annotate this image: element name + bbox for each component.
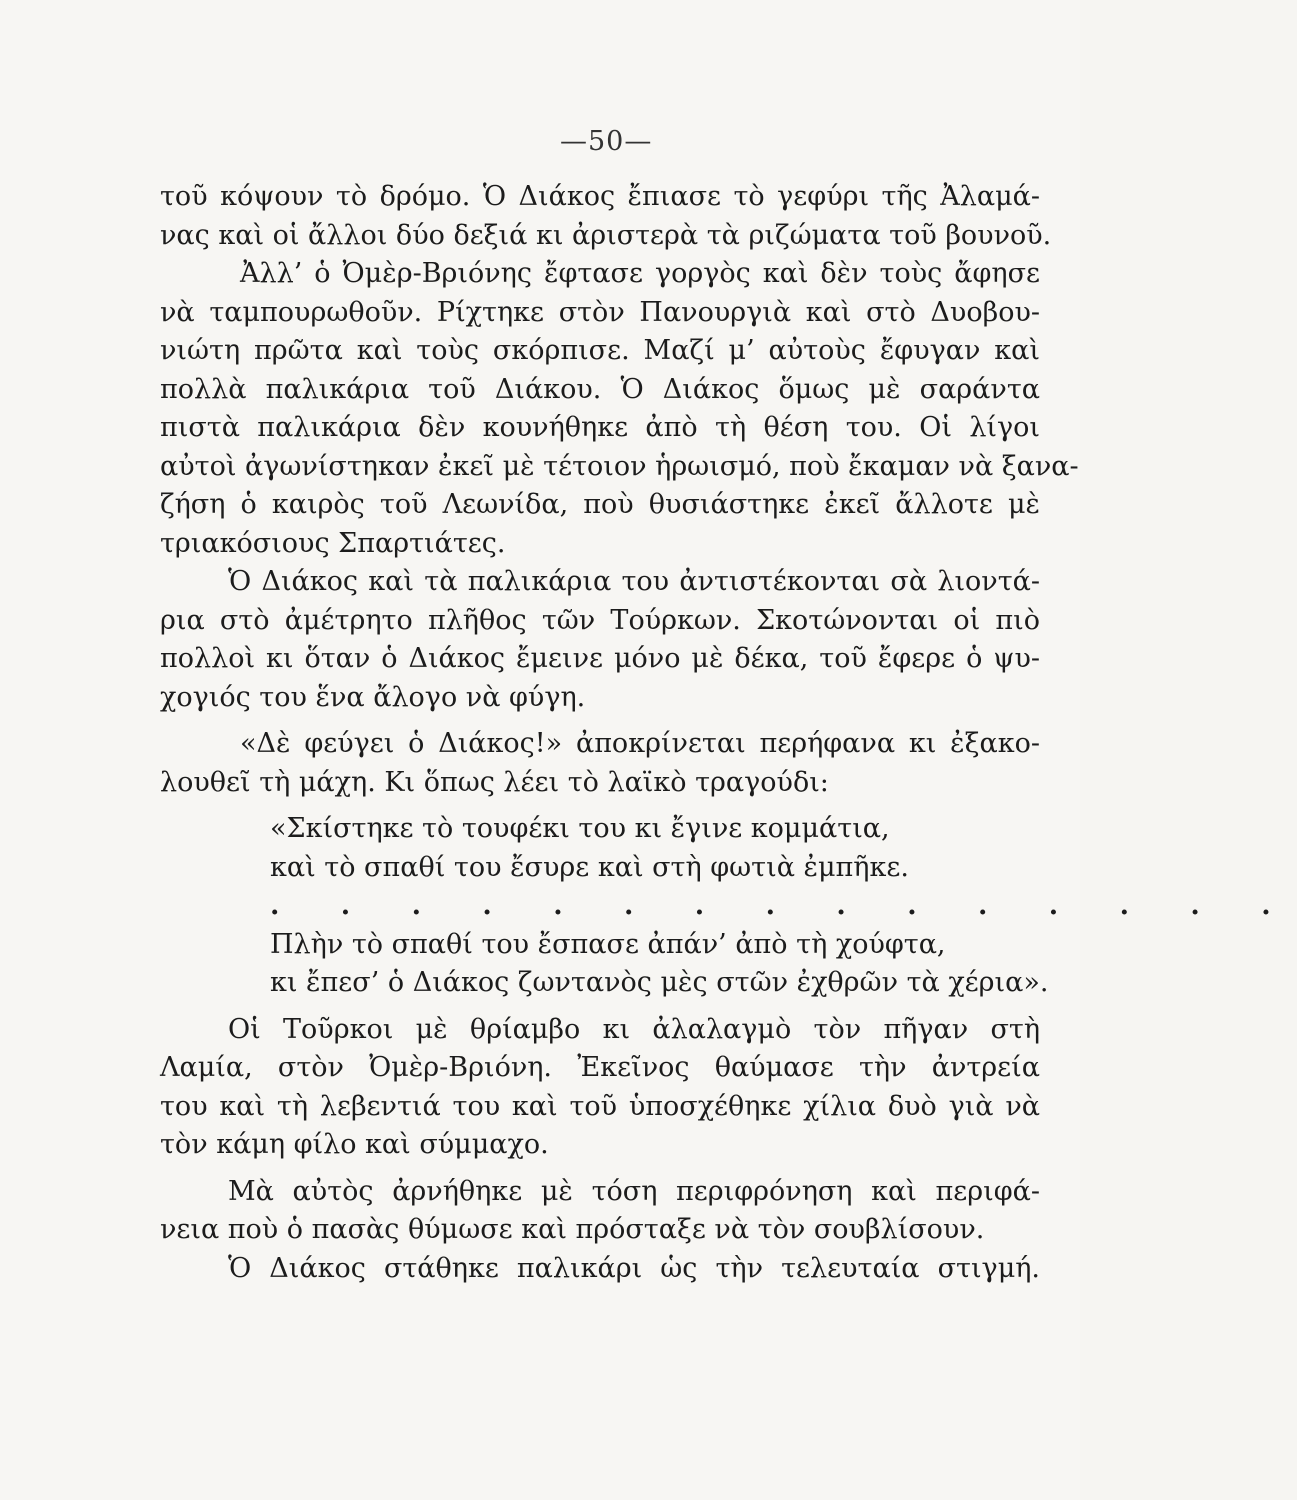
body-text <box>160 178 1297 1288</box>
text-line: Λαμία, στὸν Ὀμὲρ-Βριόνη. Ἐκεῖνος θαύμασε τὴν ἀντρεία <box>160 1052 1040 1083</box>
text-line: Μὰ αὐτὸς ἀρνήθηκε μὲ τόση περιφρόνηση καὶ περιφά- <box>228 1175 1040 1207</box>
paragraph-3 <box>160 563 1040 717</box>
verse-line: Πλὴν τὸ σπαθί του ἔσπασε ἀπάν’ ἀπὸ τὴ χούφτα, <box>270 928 946 960</box>
text-line: λουθεῖ τὴ μάχη. Κι ὅπως λέει τὸ λαϊκὸ τραγούδι: <box>160 766 829 798</box>
text-line: αὐτοὶ ἀγωνίστηκαν ἐκεῖ μὲ τέτοιον ἡρωισμό, ποὺ ἔκαμαν νὰ ξανα- <box>160 450 1079 482</box>
spacer <box>160 1165 1040 1173</box>
text-line: Ὁ Διάκος καὶ τὰ παλικάρια του ἀντιστέκονται σὰ λιοντά- <box>228 566 1040 597</box>
text-line: Ἀλλ’ ὁ Ὀμὲρ-Βριόνης ἔφτασε γοργὸς καὶ δὲν τοὺς ἄφησε <box>240 258 1040 289</box>
spacer <box>160 1003 1040 1011</box>
paragraph-5 <box>160 1011 1040 1165</box>
paragraph-4 <box>160 725 1040 802</box>
text-line: «Δὲ φεύγει ὁ Διάκος!» ἀποκρίνεται περήφανα κι ἐξακο- <box>240 728 1040 759</box>
text-line: Οἱ Τοῦρκοι μὲ θρίαμβο κι ἀλαλαγμὸ τὸν πῆγαν στὴ <box>228 1013 1040 1045</box>
text-line: τοῦ κόψουν τὸ δρόμο. Ὁ Διάκος ἔπιασε τὸ γεφύρι τῆς Ἀλαμά- <box>160 181 1040 212</box>
text-line: τὸν κάμη φίλο καὶ σύμμαχο. <box>160 1129 549 1160</box>
folk-song-verse <box>160 810 1297 1003</box>
verse-line: καὶ τὸ σπαθί του ἔσυρε καὶ στὴ φωτιὰ ἐμπῆκε. <box>270 851 909 883</box>
verse-line: «Σκίστηκε τὸ τουφέκι του κι ἔγινε κομμάτια, <box>270 813 890 844</box>
page-number: —50— <box>560 126 653 157</box>
paragraph-2 <box>160 255 1079 563</box>
text-line: χογιός του ἕνα ἄλογο νὰ φύγη. <box>160 681 586 713</box>
spacer <box>160 717 1040 725</box>
paragraph-6 <box>160 1173 1040 1250</box>
paragraph-1 <box>160 178 1052 255</box>
text-line: νὰ ταμπουρωθοῦν. Ρίχτηκε στὸν Πανουργιὰ καὶ στὸ Δυοβου- <box>160 296 1040 328</box>
text-line: Ὁ Διάκος στάθηκε παλικάρι ὡς τὴν τελευταία στιγμή. <box>228 1252 1040 1284</box>
text-line: νας καὶ οἱ ἄλλοι δύο δεξιά κι ἀριστερὰ τὰ ριζώματα τοῦ βουνοῦ. <box>160 219 1052 251</box>
paragraph-7 <box>160 1250 1040 1289</box>
text-line: του καὶ τὴ λεβεντιά του καὶ τοῦ ὑποσχέθηκε χίλια δυὸ γιὰ νὰ <box>160 1090 1040 1122</box>
text-line: τριακόσιους Σπαρτιάτες. <box>160 527 506 559</box>
verse-line: κι ἔπεσ’ ὁ Διάκος ζωντανὸς μὲς στῶν ἐχθρῶν τὰ χέρια». <box>270 967 1049 998</box>
text-line: νεια ποὺ ὁ πασὰς θύμωσε καὶ πρόσταξε νὰ τὸν σουβλίσουν. <box>160 1214 985 1245</box>
text-line: ρια στὸ ἀμέτρητο πλῆθος τῶν Τούρκων. Σκοτώνονται οἱ πιὸ <box>160 604 1040 636</box>
text-line: πολλοὶ κι ὅταν ὁ Διάκος ἔμεινε μόνο μὲ δέκα, τοῦ ἔφερε ὁ ψυ- <box>160 643 1040 674</box>
verse-ellipsis: . . . . . . . . . . . . . . . <box>270 890 1297 921</box>
text-line: νιώτη πρῶτα καὶ τοὺς σκόρπισε. Μαζί μ’ αὐτοὺς ἔφυγαν καὶ <box>160 335 1040 366</box>
text-line: πολλὰ παλικάρια τοῦ Διάκου. Ὁ Διάκος ὅμως μὲ σαράντα <box>160 373 1040 405</box>
text-line: πιστὰ παλικάρια δὲν κουνήθηκε ἀπὸ τὴ θέση του. Οἱ λίγοι <box>160 412 1040 443</box>
spacer <box>160 802 1040 810</box>
text-line: ζήση ὁ καιρὸς τοῦ Λεωνίδα, ποὺ θυσιάστηκε ἐκεῖ ἄλλοτε μὲ <box>160 489 1040 520</box>
